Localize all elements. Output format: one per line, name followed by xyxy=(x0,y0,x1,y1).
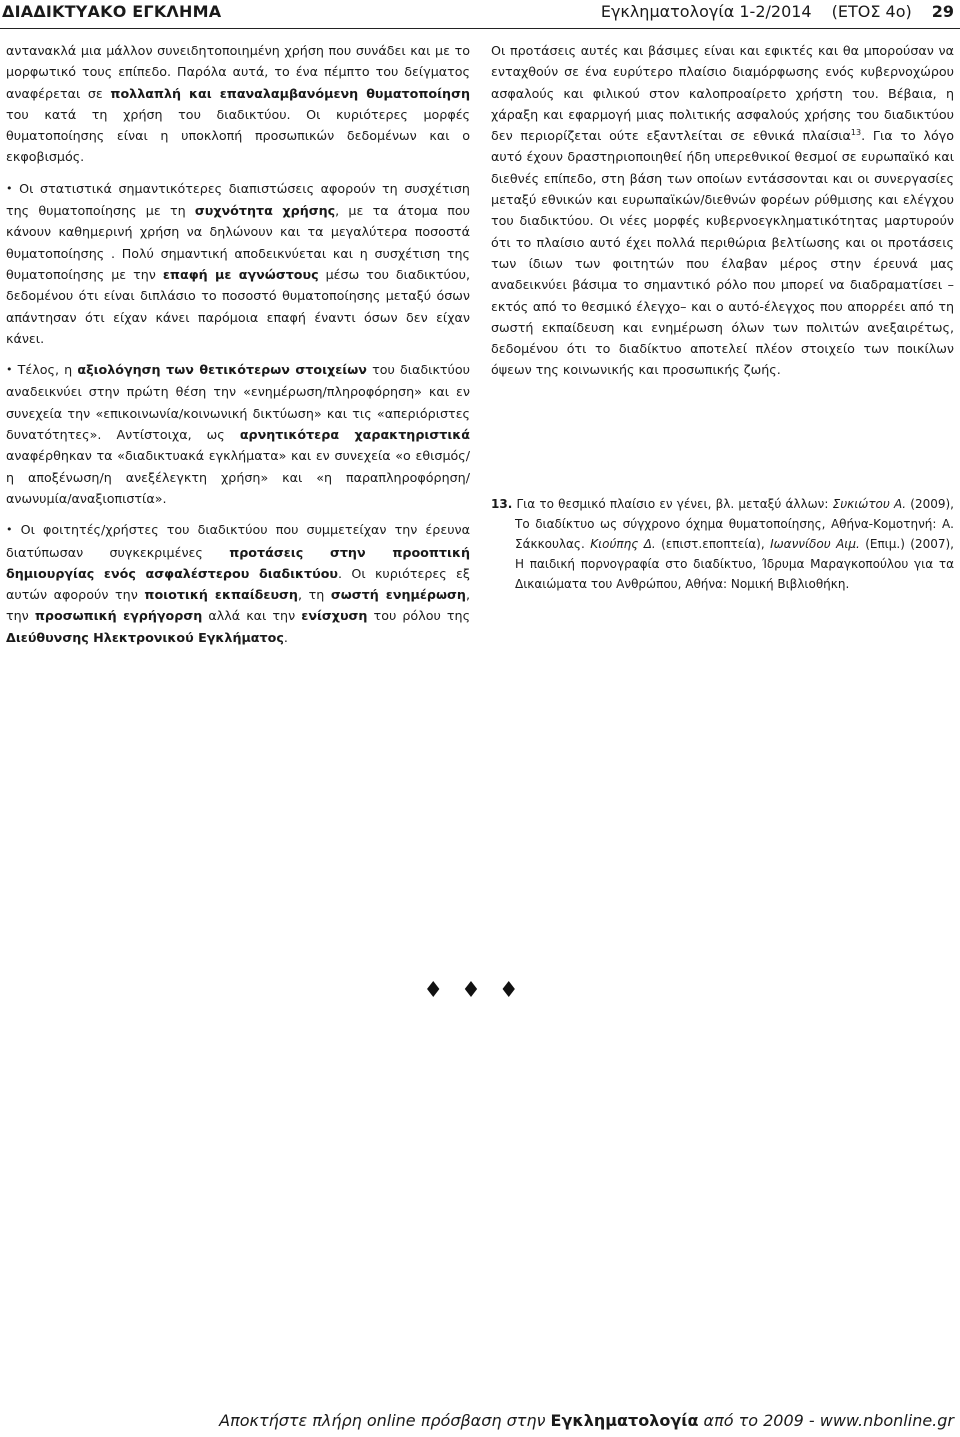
left-column xyxy=(6,40,470,648)
bullet-icon: • xyxy=(6,523,13,537)
right-paragraph: Οι προτάσεις αυτές και βάσιμες είναι και εφικτές και θα μπορούσαν να ενταχθούν σε ένα ευρύτερο πλαίσιο διαμόρφωσης ενός κυβερνοχώρου ασφαλούς και φιλικού στον καλοπροαίρετο χρήστη του. Βέβαια, η χάραξη και εφαρμογή μιας πολιτικής ασφαλούς χρήσης του διαδικτύου δεν περιορίζεται ούτε εξαντλείται σε εθνικά πλαίσια$^{13}$. Για το λόγο αυτό έχουν δραστηριοποιηθεί ήδη υπερεθνικοί θεσμοί σε ευρωπαϊκό και διεθνές επίπεδο, στη βάση των οποίων εντάσσονται και οι συνεργασίες μεταξύ εθνικών και ευρωπαϊκών/διεθνών φορέων ρύθμισης και ελέγχου του διαδικτύου. Οι νέες μορφές κυβερνοεγκληματικότητας μαρτυρούν ότι το πλαίσιο αυτό έχει πολλά περιθώρια βελτίωσης και οι προτάσεις των ίδιων των φοιτητών που έλαβαν μέρος στην έρευνά μας αναδεικνύει βάσιμα το σημαντικό ρόλο που μπορεί να διαδραματίσει –εκτός από το θεσμικό έλεγχο– και ο αυτό-έλεγχος που απορρέει από τη σωστή εκπαίδευση και ενημέρωση όλων των πολιτών ανεξαιρέτως, δεδομένου ότι το διαδίκτυο αποτελεί πλέον στοιχείο των ποικίλων όψεων της κοινωνικής και προσωπικής ζωής. xyxy=(491,43,954,378)
page-footer: Αποκτήστε πλήρη online πρόσβαση στην Εγκληματολογία από το 2009 - www.nbonline.gr xyxy=(219,1411,954,1430)
footnote-ref: 13 xyxy=(850,127,862,137)
section-title: ΔΙΑΔΙΚΤΥΑΚΟ ΕΓΚΛΗΜΑ xyxy=(2,2,222,21)
page-number: 29 xyxy=(931,2,954,21)
journal-name: Εγκληματολογία 1-2/2014 xyxy=(600,2,812,21)
journal-info xyxy=(601,2,954,21)
left-paragraph: αντανακλά μια μάλλον συνειδητοποιημένη χρήση που συνάδει και με το μορφωτικό τους επίπεδο. Παρόλα αυτά, το ένα πέμπτο του δείγματος αναφέρεται σε πολλαπλή και επαναλαμβανόμενη θυματοποίηση του κατά τη χρήση του διαδικτύου. Οι κυριότερες μορφές θυματοποίησης είναι η υποκλοπή προσωπικών δεδομένων και ο εκφοβισμός. xyxy=(6,43,471,165)
right-column xyxy=(491,40,954,381)
section-end-ornament: ♦♦♦ xyxy=(423,978,537,1003)
bullet-item: • Οι στατιστικά σημαντικότερες διαπιστώσεις αφορούν τη συσχέτιση της θυματοποίησης με τη συχνότητα χρήσης, με τα άτομα που κάνουν καθημερινή χρήση να δηλώνουν και τα μεγαλύτερα ποσοστά θυματοποίησης . Πολύ σημαντική αποδεικνύεται και η συσχέτιση της θυματοποίησης με την επαφή με αγνώστους μέσω του διαδικτύου, δεδομένου ότι είναι διπλάσιο το ποσοστό θυματοποίησης μεταξύ όσων απάντησαν ότι είχαν κάνει παρόμοια επαφή έναντι όσων δεν είχαν κάνει. xyxy=(6,180,471,346)
bullet-icon: • xyxy=(6,363,13,377)
bullet-item: • Οι φοιτητές/χρήστες του διαδικτύου που συμμετείχαν την έρευνα διατύπωσαν συγκεκριμένες προτάσεις στην προοπτική δημιουργίας ενός ασφαλέστερου διαδικτύου. Οι κυριότερες εξ αυτών αφορούν την ποιοτική εκπαίδευση, τη σωστή ενημέρωση, την προσωπική εγρήγορση αλλά και την ενίσχυση του ρόλου της Διεύθυνσης Ηλεκτρονικού Εγκλήματος. xyxy=(6,522,471,645)
footnote-number: 13. xyxy=(491,497,513,511)
bullet-icon: • xyxy=(6,181,13,195)
journal-year: (ΕΤΟΣ 4ο) xyxy=(831,2,912,21)
bullet-item: • Τέλος, η αξιολόγηση των θετικότερων στοιχείων του διαδικτύου αναδεικνύει στην πρώτη θέση την «ενημέρωση/πληροφόρηση» και εν συνεχεία την «επικοινωνία/κοινωνική δικτύωση» και τις «απεριόριστες δυνατότητες». Αντίστοιχα, ως αρνητικότερα χαρακτηριστικά αναφέρθηκαν τα «διαδικτυακά εγκλήματα» και εν συνεχεία «ο εθισμός/η αποξένωση/η ανεξέλεγκτη χρήση» και «η παραπληροφόρηση/ανωνυμία/αναξιοπιστία». xyxy=(6,362,471,506)
footnote: 13. Για το θεσμικό πλαίσιο εν γένει, βλ. μεταξύ άλλων: Συκιώτου Α. (2009), Το διαδίκτυο ως σύγχρονο όχημα θυματοποίησης, Αθήνα-Κομοτηνή: Α. Σάκκουλας. Κιούπης Δ. (επιστ.εποπτεία), Ιωαννίδου Αιμ. (Επιμ.) (2007), Η παιδική πορνογραφία στο διαδίκτυο, Ίδρυμα Μαραγκοπούλου για τα Δικαιώματα του Ανθρώπου, Αθήνα: Νομική Βιβλιοθήκη. xyxy=(491,497,954,591)
running-header xyxy=(0,0,960,29)
